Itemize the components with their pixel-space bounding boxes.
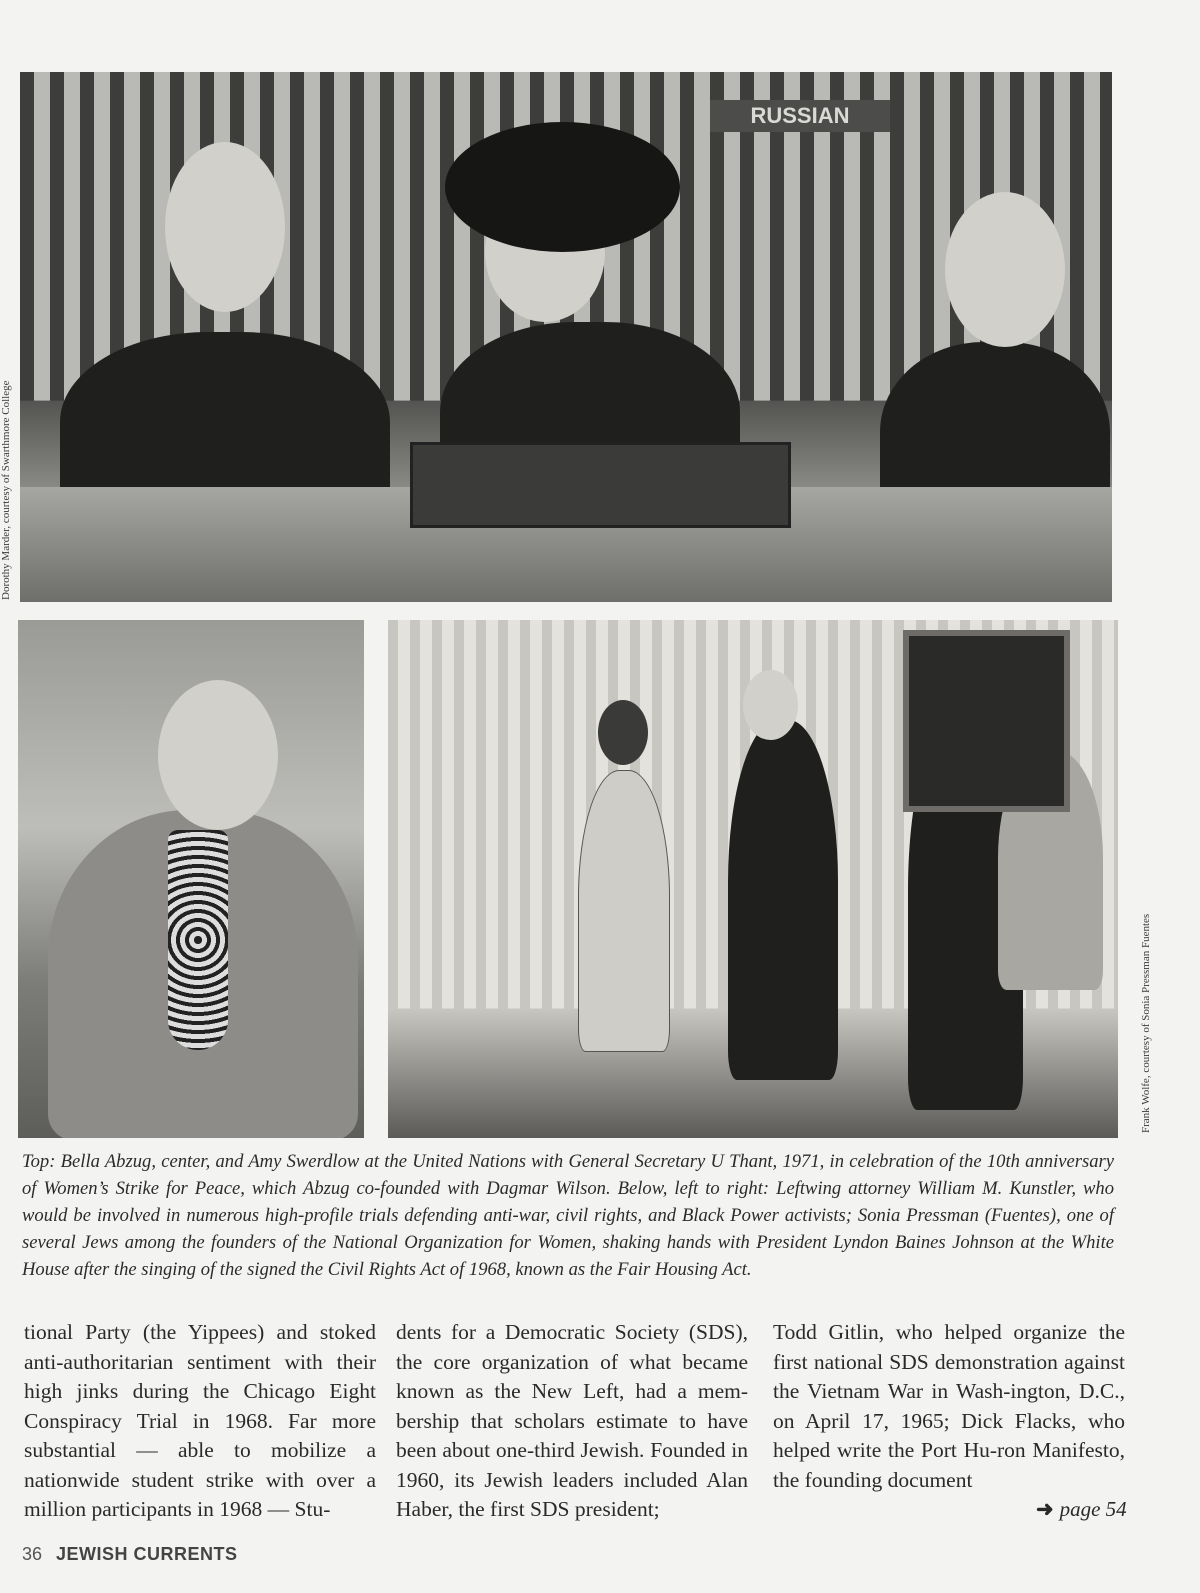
photo-sign-russian: RUSSIAN (710, 100, 890, 132)
photo-white-house-handshake (388, 620, 1118, 1138)
photo-head-lbj (743, 670, 798, 740)
photo-head-kunstler (158, 680, 278, 830)
photo-top-united-nations (20, 72, 1112, 602)
page-footer (22, 1544, 238, 1565)
photo-hat-bella-abzug (445, 122, 680, 252)
magazine-name: JEWISH CURRENTS (56, 1544, 238, 1564)
page-number: 36 (22, 1544, 43, 1564)
photo-caption: Top: Bella Abzug, center, and Amy Swerdlow at the United Nations with General Secretary U Thant, 1971, in celebration of the 10th anniversary of Women’s Strike for Peace, which Abzug co-founded with Dagmar Wilson. Below, left to right: Leftwing attorney William M. Kunstler, who would be involved in numerous high-profile trials defending anti-war, civil rights, and Black Power activists; Sonia Pressman (Fuentes), one of several Jews among the founders of the National Organization for Women, shaking hands with President Lyndon Baines Johnson at the White House after the singing of the signed the Civil Rights Act of 1968, known as the Fair Housing Act. (22, 1151, 1114, 1280)
continued-page-text: page 54 (1059, 1497, 1127, 1521)
photo-credit-top: Dorothy Marder, courtesy of Swarthmore College (0, 380, 12, 600)
photo-peace-tie (168, 830, 228, 1050)
photo-figure-sonia-pressman (578, 770, 670, 1052)
photo-head-u-thant (165, 142, 285, 312)
body-column-3: Todd Gitlin, who helped organize the first national SDS demonstration against the Vietnam War in Wash-ington, D.C., on April 17, 1965; Dick Flacks, who helped write the Port Hu-ron Manifesto, the founding document (773, 1320, 1125, 1492)
photo-figure-lbj (728, 720, 838, 1080)
body-column-2: dents for a Democratic Society (SDS), the core organization of what became known as the New Left, had a mem-bership that scholars estimate to have been about one-third Jewish. Founded in 1960, its Jewish leaders included Alan Haber, the first SDS president; (396, 1320, 748, 1521)
photo-credit-bottom: Frank Wolfe, courtesy of Sonia Pressman Fuentes (1140, 913, 1152, 1133)
arrow-right-icon: ➜ (1036, 1497, 1054, 1521)
continued-on-page-link[interactable] (1036, 1497, 1127, 1522)
photo-head-amy-swerdlow (945, 192, 1065, 347)
photo-portrait-frame (903, 630, 1070, 812)
photo-placard (410, 442, 791, 528)
photo-head-sonia-pressman (598, 700, 648, 765)
body-column-1: tional Party (the Yippees) and stoked anti-authoritarian sentiment with their high jinks during the Chicago Eight Conspiracy Trial in 1968. Far more substantial — able to mobilize a nationwide student strike with over a million participants in 1968 — Stu- (24, 1320, 376, 1521)
photo-william-kunstler (18, 620, 364, 1138)
